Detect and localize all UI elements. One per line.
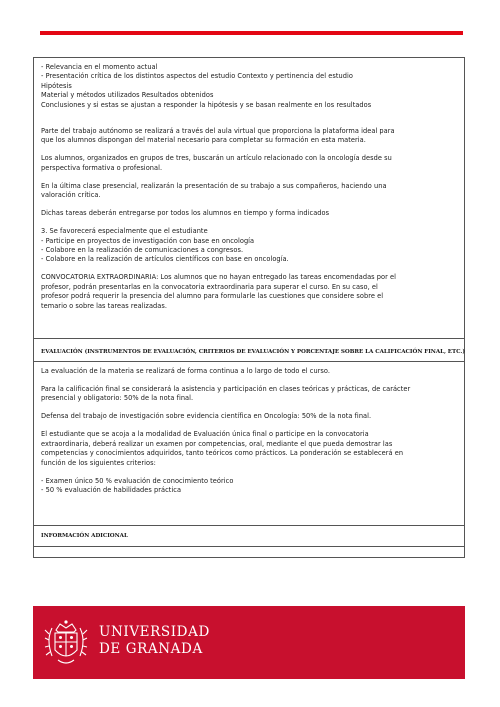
text-line: - 50 % evaluación de habilidades práctica	[41, 486, 182, 495]
crest-icon	[44, 616, 88, 670]
info-heading: INFORMACIÓN ADICIONAL	[41, 533, 128, 539]
text-line: función de los siguientes criterios:	[41, 458, 156, 467]
text-line: Parte del trabajo autónomo se realizará a través del aula virtual que proporciona la plataforma ideal para	[41, 127, 395, 136]
text-line: perspectiva formativa o profesional.	[41, 163, 163, 172]
guide-content-table	[33, 57, 465, 558]
text-line: Para la calificación final se considerará la asistencia y participación en clases teóricas y prácticas, de carácter	[41, 385, 411, 393]
text-line: Material y métodos utilizados Resultados obtenidos	[41, 91, 214, 100]
text-line: que los alumnos dispongan del material necesario para completar su formación en esta materia.	[41, 136, 366, 145]
text-line: CONVOCATORIA EXTRAORDINARIA: Los alumnos que no hayan entregado las tareas encomendadas por el	[41, 273, 397, 282]
text-line: Defensa del trabajo de investigación sobre evidencia científica en Oncología: 50% de la nota final.	[41, 412, 372, 421]
text-line: En la última clase presencial, realizarán la presentación de su trabajo a sus compañeros, haciendo una	[41, 181, 387, 190]
text-line: extraordinaria, deberá realizar un examen por competencias, oral, mediante el que pueda demostrar las	[41, 439, 393, 448]
section-heading-evaluacion	[34, 348, 464, 356]
text-line: Dichas tareas deberán entregarse por todos los alumnos en tiempo y forma indicados	[41, 209, 330, 218]
text-line: - Presentación crítica de los distintos aspectos del estudio Contexto y pertinencia del estudio	[41, 72, 353, 81]
top-accent-bar	[40, 31, 463, 35]
section-evaluacion-body	[34, 367, 464, 495]
row-divider	[34, 546, 464, 547]
text-line: - Relevancia en el momento actual	[41, 63, 158, 71]
row-divider	[34, 361, 464, 362]
text-line: - Participe en proyectos de investigación con base en oncología	[41, 236, 255, 245]
section-summary	[34, 63, 464, 311]
text-line: - Examen único 50 % evaluación de conocimiento teórico	[41, 476, 234, 485]
text-line: Conclusiones y si estas se ajustan a responder la hipótesis y se basan realmente en los resultados	[41, 100, 372, 109]
text-line: temario o sobre las tareas realizadas.	[41, 301, 167, 310]
text-line: 3. Se favorecerá especialmente que el estudiante	[41, 227, 208, 236]
text-line: competencias y conocimientos adquiridos, tanto teóricos como prácticos. La ponderación se establecerá en	[41, 449, 404, 458]
row-divider	[34, 338, 464, 339]
university-wordmark	[99, 624, 210, 658]
section-heading-info	[34, 532, 464, 540]
text-line: El estudiante que se acoja a la modalidad de Evaluación única final o participe en la convocatoria	[41, 430, 369, 439]
text-line: Hipótesis	[41, 81, 72, 90]
text-line: Los alumnos, organizados en grupos de tres, buscarán un artículo relacionado con la oncología desde su	[41, 154, 392, 163]
text-line: La evaluación de la materia se realizará de forma continua a lo largo de todo el curso.	[41, 367, 331, 375]
text-line: - Colabore en la realización de comunicaciones a congresos.	[41, 246, 244, 255]
university-name-line1: UNIVERSIDAD	[99, 624, 210, 640]
row-divider	[34, 525, 464, 526]
university-name-line2: DE GRANADA	[99, 641, 203, 657]
text-line: - Colabore en la realización de artículos científicos con base en oncología.	[41, 255, 289, 264]
evaluacion-heading: EVALUACIÓN (INSTRUMENTOS DE EVALUACIÓN, CRITERIOS DE EVALUACIÓN Y PORCENTAJE SOBRE LA CALIFICACIÓN FINAL, ETC.)	[41, 349, 465, 355]
text-line: profesor, podrán presentarlas en la convocatoria extraordinaria para superar el curso. En su caso, el	[41, 282, 378, 291]
text-line: valoración crítica.	[41, 191, 101, 200]
university-footer	[33, 606, 465, 679]
text-line: profesor podrá requerir la presencia del alumno para formularle las cuestiones que considere sobre el	[41, 292, 384, 301]
text-line: presencial y obligatorio: 50% de la nota final.	[41, 394, 194, 403]
